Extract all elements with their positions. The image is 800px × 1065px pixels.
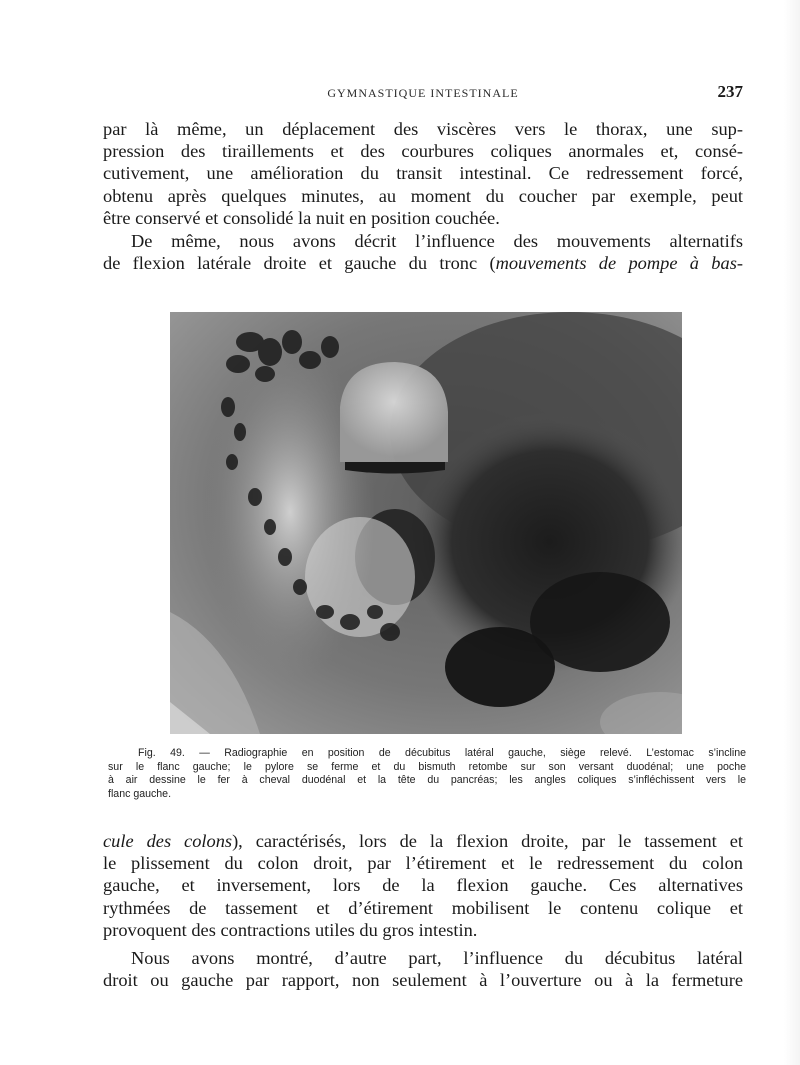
text-line: cutivement, une amélioration du transit intestinal. Ce redressement forcé,: [103, 163, 743, 184]
text-italic: mouvements de pompe à bas-: [495, 253, 743, 274]
text-line: Nous avons montré, d’autre part, l’influence du décubitus latéral: [131, 948, 743, 968]
text-line: obtenu après quelques minutes, au moment du coucher par exemple, peut: [103, 185, 743, 206]
figure-caption: [108, 747, 746, 801]
text-line: pression des tiraillements et des courbures coliques anormales et, consé-: [103, 141, 743, 162]
text-line: le plissement du colon droit, par l’étirement et le redressement du colon: [103, 853, 743, 874]
text-line: provoquent des contractions utiles du gros intestin.: [103, 919, 478, 940]
text-line: être conservé et consolidé la nuit en position couchée.: [103, 207, 500, 228]
paragraph-4: [103, 947, 743, 991]
page-number: 237: [717, 82, 743, 101]
caption-line: Fig. 49. — Radiographie en position de décubitus latéral gauche, siège relevé. L’estomac s’incline: [138, 747, 746, 759]
text-line: [103, 252, 743, 274]
text-line: De même, nous avons décrit l’influence des mouvements alternatifs: [131, 231, 743, 251]
paragraph-3: [103, 830, 743, 941]
radiograph-image: [170, 312, 682, 734]
text-italic: cule des colons: [103, 831, 233, 851]
text-line: rythmées de tassement et d’étirement mobilisent le contenu colique et: [103, 897, 743, 918]
page-header: [103, 82, 743, 104]
radiograph-drawing: [170, 312, 682, 734]
text-plain: ), caractérisés, lors de la flexion droite, par le tassement et: [232, 831, 743, 851]
text-line: par là même, un déplacement des viscères vers le thorax, une sup-: [103, 119, 743, 139]
paragraph-2: [103, 230, 743, 274]
text-line: [103, 830, 743, 852]
text-line: droit ou gauche par rapport, non seulement à l’ouverture ou à la fermeture: [103, 970, 743, 991]
text-line: gauche, et inversement, lors de la flexion gauche. Ces alternatives: [103, 875, 743, 896]
caption-line: flanc gauche.: [108, 787, 172, 800]
text-plain: de flexion latérale droite et gauche du tronc (: [103, 253, 496, 274]
caption-line: à air dessine le fer à cheval duodénal et la tête du pancréas; les angles coliques s’infléchissent vers le: [108, 774, 746, 786]
caption-line: sur le flanc gauche; le pylore se ferme et du bismuth retombe sur son versant duodénal; une poche: [108, 760, 746, 773]
running-head: GYMNASTIQUE INTESTINALE: [327, 86, 519, 100]
paragraph-1: [103, 118, 743, 229]
